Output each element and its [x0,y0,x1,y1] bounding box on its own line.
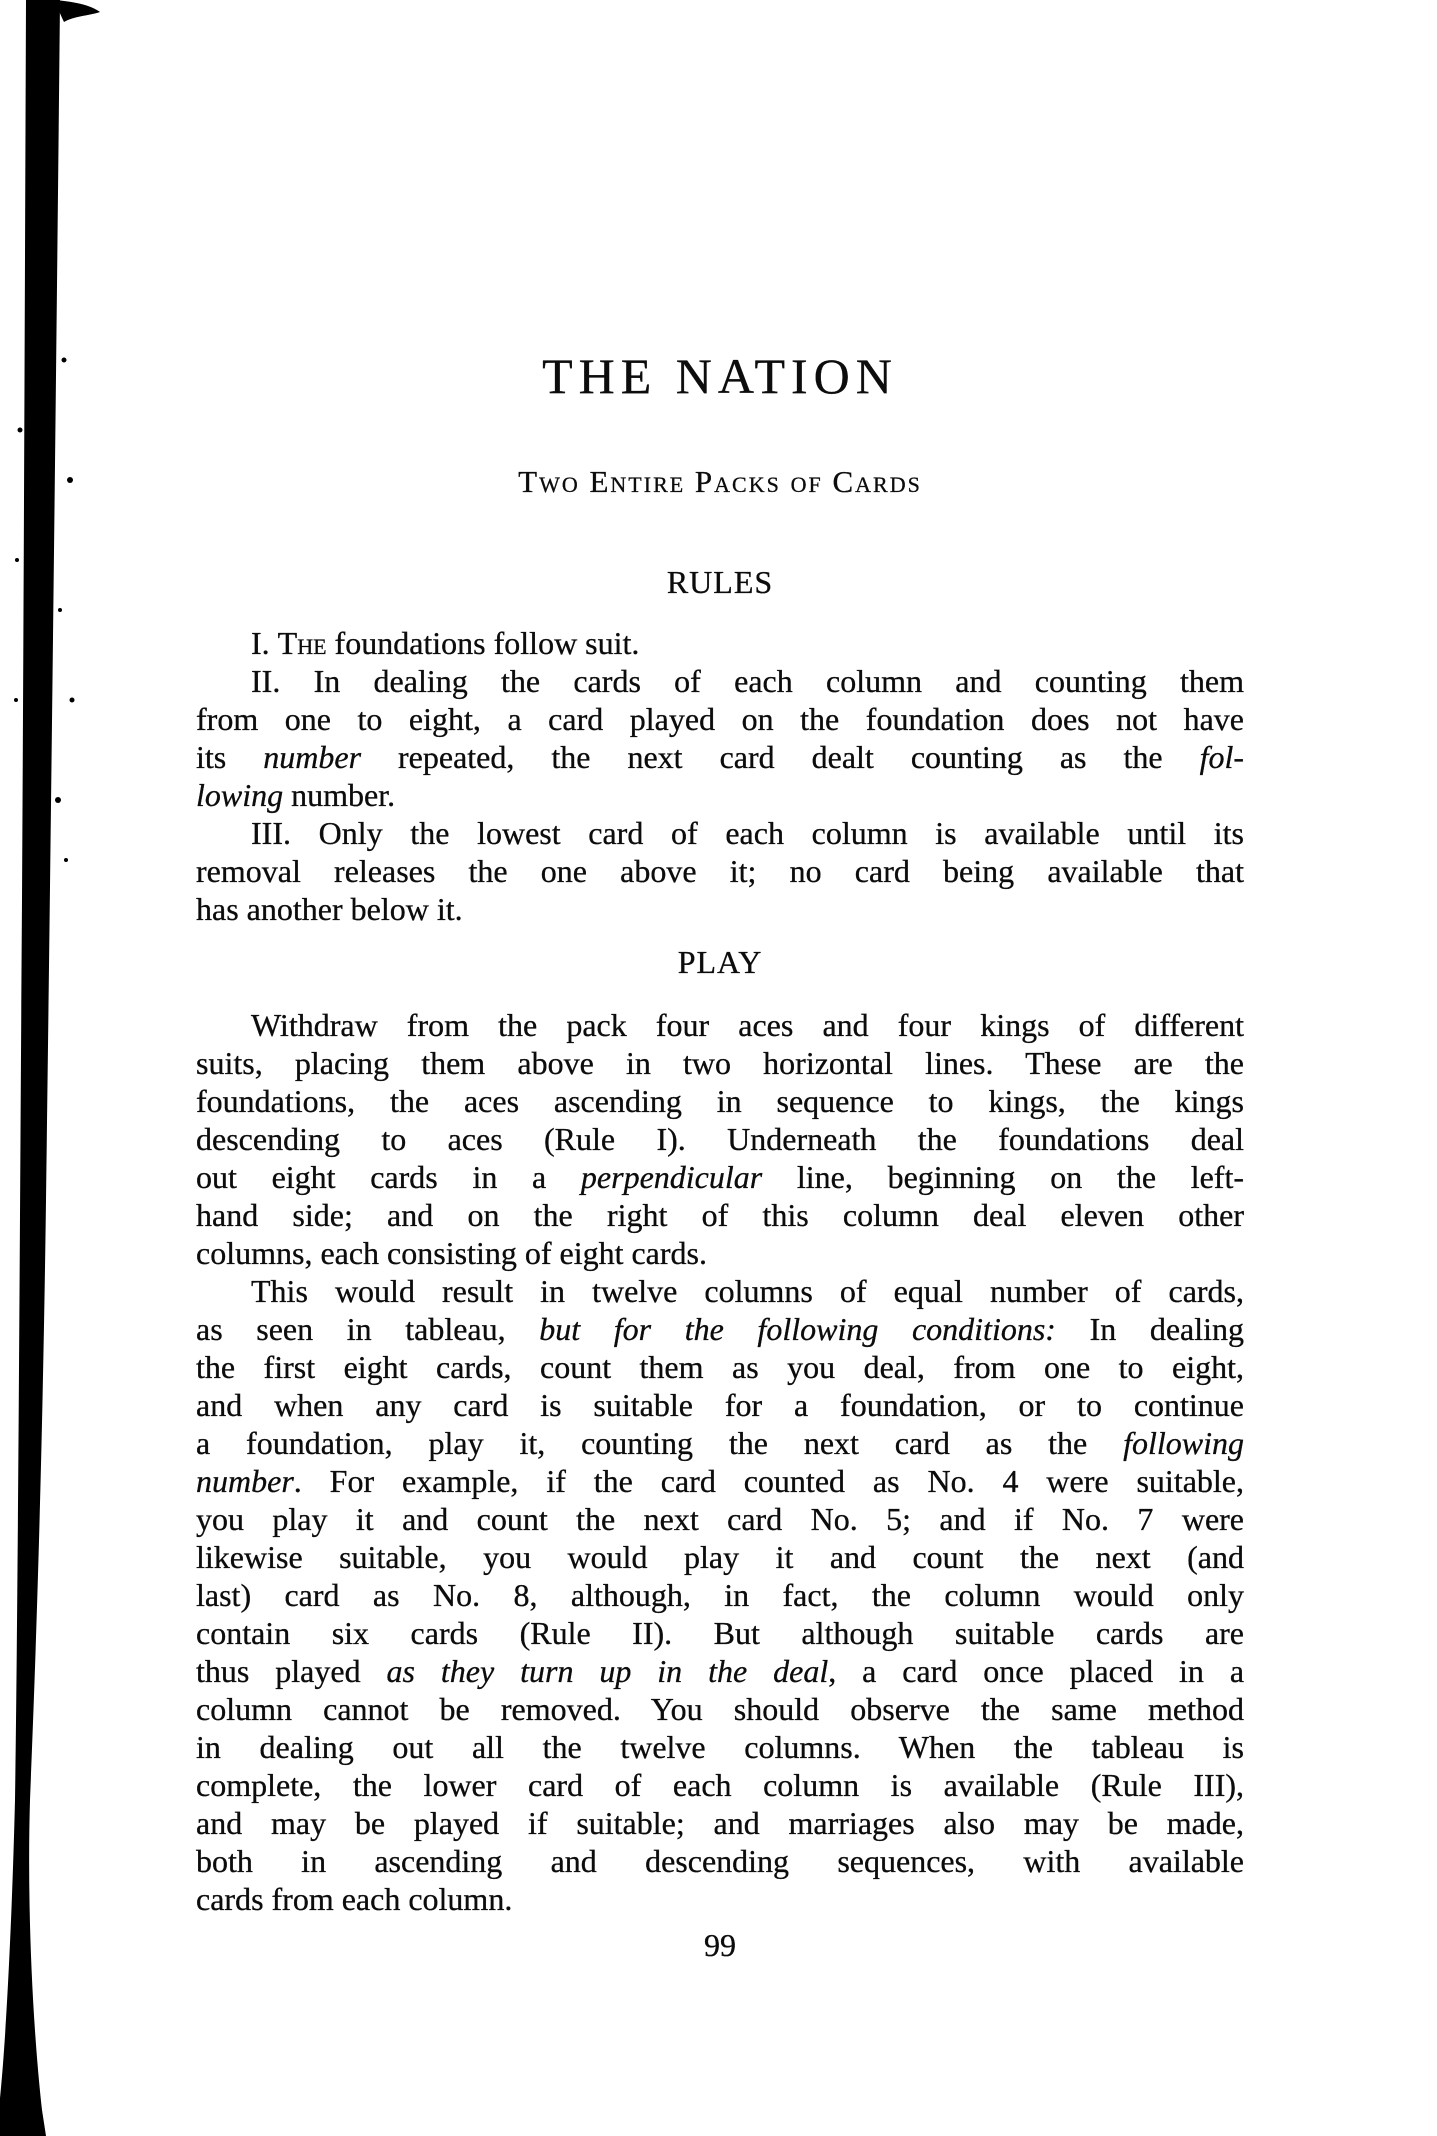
text-line: I. The foundations follow suit. [251,625,640,661]
text-line: lowing number. [196,777,396,813]
text-line: II. In dealing the cards of each column and counting them [251,663,1244,699]
paragraph [196,1006,1244,1272]
text-line: removal releases the one above it; no card being available that [196,853,1244,889]
text-line: thus played as they turn up in the deal, a card once placed in a [196,1653,1245,1689]
paragraph [196,624,1244,662]
text-line: you play it and count the next card No. 5; and if No. 7 were [196,1501,1244,1537]
text-line: columns, each consisting of eight cards. [196,1235,707,1271]
page-content [196,0,1244,1964]
section-heading: PLAY [677,944,763,980]
text-line: the first eight cards, count them as you deal, from one to eight, [196,1349,1244,1385]
text-line: has another below it. [196,891,463,927]
page-subtitle: Two Entire Packs of Cards [518,464,922,499]
text-line: column cannot be removed. You should observe the same method [196,1691,1244,1727]
paragraph [196,814,1244,928]
text-line: III. Only the lowest card of each column is available until its [251,815,1244,851]
text-line: from one to eight, a card played on the foundation does not have [196,701,1244,737]
text-line: Withdraw from the pack four aces and four kings of different [251,1007,1244,1043]
text-line: descending to aces (Rule I). Underneath the foundations deal [196,1121,1244,1157]
text-line: hand side; and on the right of this column deal eleven other [196,1197,1244,1233]
text-line: suits, placing them above in two horizontal lines. These are the [196,1045,1244,1081]
text-line: likewise suitable, you would play it and count the next (and [196,1539,1244,1575]
binding-shadow-band [0,0,60,2136]
text-line: and when any card is suitable for a foundation, or to continue [196,1387,1244,1423]
text-line: This would result in twelve columns of equal number of cards, [251,1273,1244,1309]
text-line: as seen in tableau, but for the following conditions: In dealing [196,1311,1245,1347]
sections [196,564,1244,1918]
page-title: THE NATION [542,348,898,404]
text-line: both in ascending and descending sequences, with available [196,1843,1244,1879]
text-line: complete, the lower card of each column is available (Rule III), [196,1767,1244,1803]
paragraph [196,1272,1244,1918]
small-caps-text: The [277,625,327,661]
text-line: contain six cards (Rule II). But although suitable cards are [196,1615,1244,1651]
section-heading: RULES [666,564,774,600]
page-number: 99 [704,1927,736,1963]
text-line: cards from each column. [196,1881,513,1917]
text-line: its number repeated, the next card dealt counting as the fol- [196,739,1245,775]
text-line: out eight cards in a perpendicular line, beginning on the left- [196,1159,1245,1195]
text-line: in dealing out all the twelve columns. When the tableau is [196,1729,1244,1765]
binding-shadow [0,0,140,2136]
text-line: and may be played if suitable; and marriages also may be made, [196,1805,1244,1841]
paragraph [196,662,1244,814]
text-line: foundations, the aces ascending in sequence to kings, the kings [196,1083,1244,1119]
text-line: a foundation, play it, counting the next card as the following [196,1425,1244,1461]
text-line: last) card as No. 8, although, in fact, the column would only [196,1577,1244,1613]
text-line: number. For example, if the card counted as No. 4 were suitable, [196,1463,1244,1499]
binding-shadow-curl [55,0,100,22]
